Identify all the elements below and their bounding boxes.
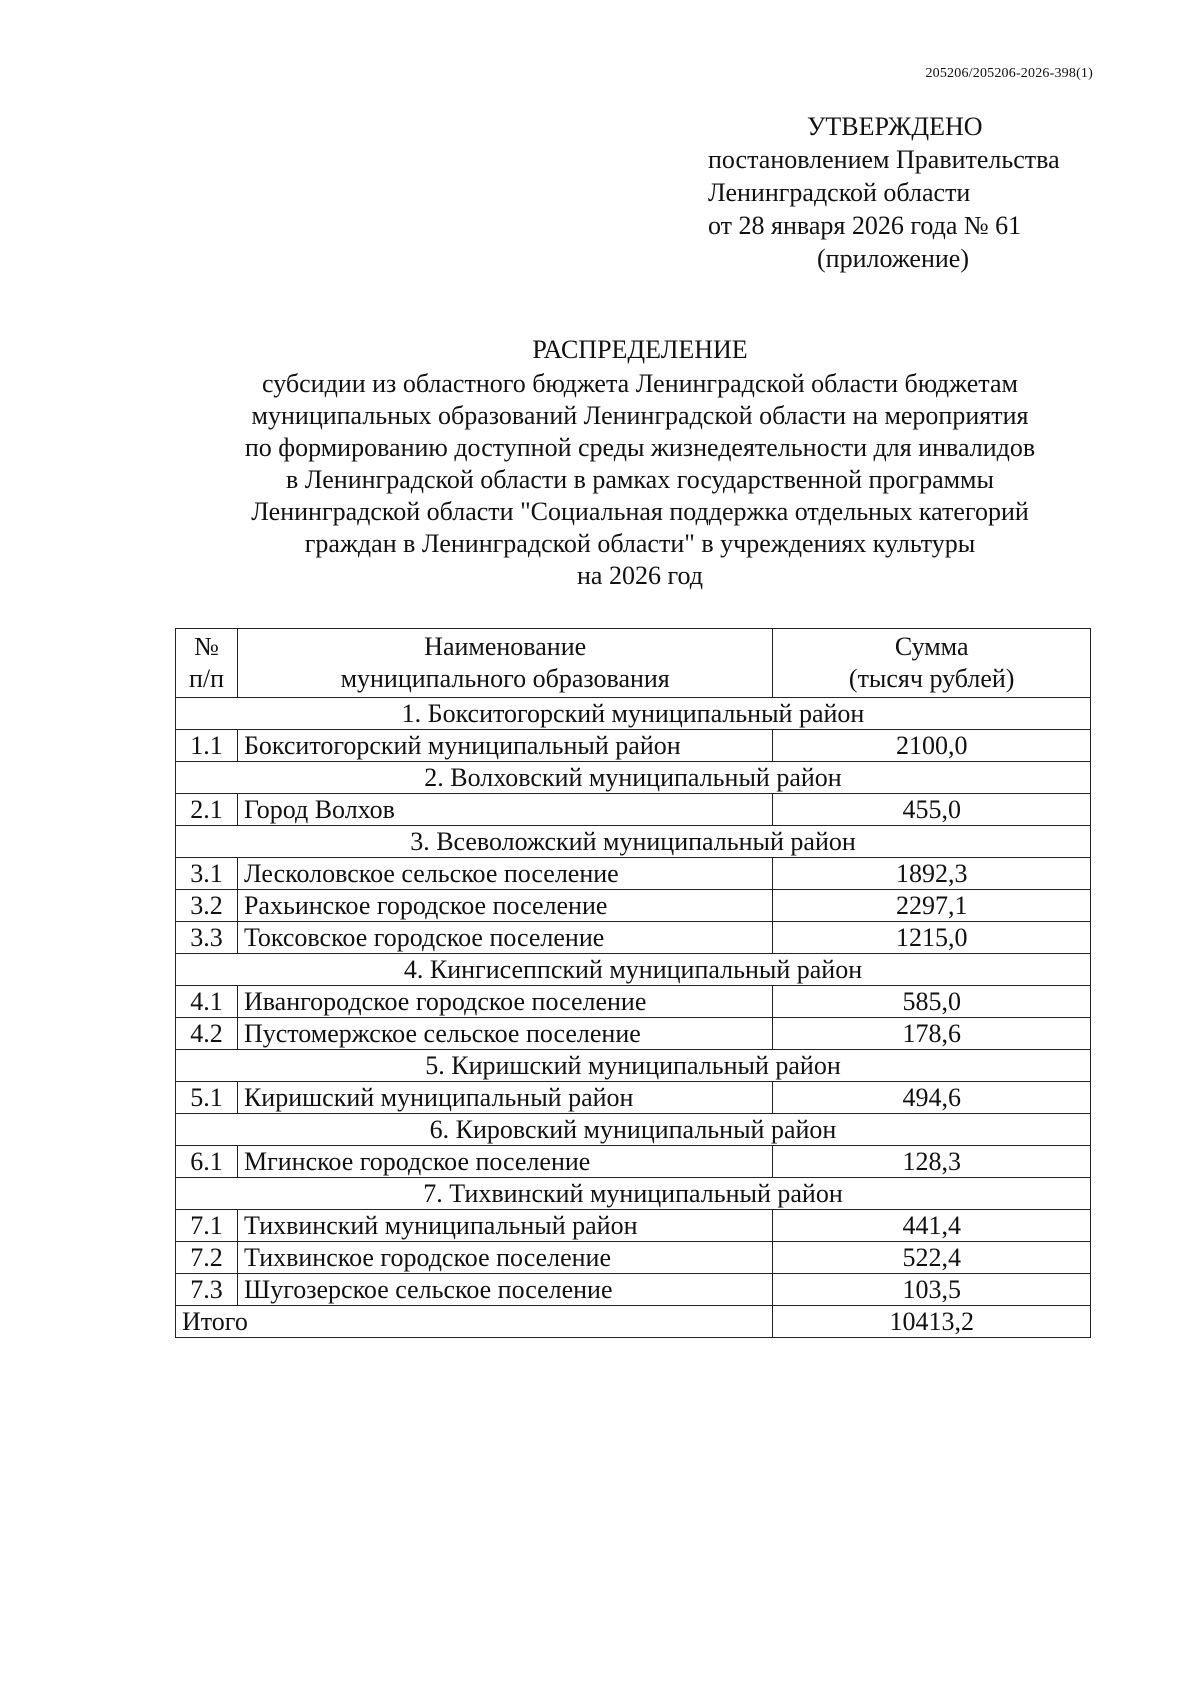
group-row bbox=[176, 1178, 1091, 1210]
table-body bbox=[176, 698, 1091, 1338]
group-row bbox=[176, 1050, 1091, 1082]
row-sum: 1215,0 bbox=[773, 922, 1091, 954]
row-name: Бокситогорский муниципальный район bbox=[237, 730, 772, 762]
approval-appendix: (приложение) bbox=[817, 244, 970, 273]
row-name: Тихвинское городское поселение bbox=[237, 1242, 772, 1274]
approval-line: от 28 января 2026 года № 61 bbox=[708, 211, 1022, 240]
row-sum: 455,0 bbox=[773, 794, 1091, 826]
table-row bbox=[176, 730, 1091, 762]
approval-line: Ленинградской области bbox=[708, 178, 971, 207]
row-number: 3.3 bbox=[176, 922, 238, 954]
table-row bbox=[176, 890, 1091, 922]
table-row bbox=[176, 1210, 1091, 1242]
row-number: 1.1 bbox=[176, 730, 238, 762]
table-header-row bbox=[176, 629, 1091, 698]
row-name: Лесколовское сельское поселение bbox=[237, 858, 772, 890]
row-number: 5.1 bbox=[176, 1082, 238, 1114]
row-sum: 178,6 bbox=[773, 1018, 1091, 1050]
group-title: 1. Бокситогорский муниципальный район bbox=[176, 698, 1091, 730]
row-sum: 128,3 bbox=[773, 1146, 1091, 1178]
total-sum: 10413,2 bbox=[773, 1306, 1091, 1338]
group-title: 3. Всеволожский муниципальный район bbox=[176, 826, 1091, 858]
row-name: Город Волхов bbox=[237, 794, 772, 826]
row-sum: 522,4 bbox=[773, 1242, 1091, 1274]
header-sum-line: Сумма bbox=[894, 632, 969, 661]
heading-title: РАСПРЕДЕЛЕНИЕ bbox=[532, 335, 748, 364]
row-name: Киришский муниципальный район bbox=[237, 1082, 772, 1114]
heading-line: муниципальных образований Ленинградской области на мероприятия bbox=[251, 401, 1029, 430]
table-row bbox=[176, 1274, 1091, 1306]
group-title: 4. Кингисеппский муниципальный район bbox=[176, 954, 1091, 986]
heading-line: в Ленинградской области в рамках государственной программы bbox=[286, 465, 994, 494]
distribution-table bbox=[175, 628, 1091, 1338]
table-row bbox=[176, 1242, 1091, 1274]
group-row bbox=[176, 762, 1091, 794]
table-row bbox=[176, 794, 1091, 826]
row-name: Ивангородское городское поселение bbox=[237, 986, 772, 1018]
group-title: 2. Волховский муниципальный район bbox=[176, 762, 1091, 794]
row-name: Мгинское городское поселение bbox=[237, 1146, 772, 1178]
row-name: Шугозерское сельское поселение bbox=[237, 1274, 772, 1306]
header-number bbox=[176, 629, 238, 698]
row-number: 3.2 bbox=[176, 890, 238, 922]
row-sum: 585,0 bbox=[773, 986, 1091, 1018]
heading-line: на 2026 год bbox=[577, 561, 703, 590]
table-row bbox=[176, 1146, 1091, 1178]
row-sum: 2297,1 bbox=[773, 890, 1091, 922]
row-number: 4.2 bbox=[176, 1018, 238, 1050]
group-title: 5. Киришский муниципальный район bbox=[176, 1050, 1091, 1082]
approval-title: УТВЕРЖДЕНО bbox=[807, 112, 983, 141]
row-sum: 1892,3 bbox=[773, 858, 1091, 890]
group-row bbox=[176, 1114, 1091, 1146]
approval-stamp bbox=[708, 110, 1128, 275]
total-label: Итого bbox=[176, 1306, 773, 1338]
group-row bbox=[176, 954, 1091, 986]
row-number: 4.1 bbox=[176, 986, 238, 1018]
approval-line: постановлением Правительства bbox=[708, 145, 1060, 174]
heading-lines bbox=[160, 368, 1120, 592]
header-number-line: п/п bbox=[188, 664, 225, 693]
header-name-line: Наименование bbox=[424, 632, 587, 661]
table-row bbox=[176, 922, 1091, 954]
row-number: 7.1 bbox=[176, 1210, 238, 1242]
group-title: 7. Тихвинский муниципальный район bbox=[176, 1178, 1091, 1210]
heading-line: Ленинградской области "Социальная поддержка отдельных категорий bbox=[251, 497, 1029, 526]
group-row bbox=[176, 826, 1091, 858]
row-name: Рахьинское городское поселение bbox=[237, 890, 772, 922]
group-title: 6. Кировский муниципальный район bbox=[176, 1114, 1091, 1146]
heading-line: субсидии из областного бюджета Ленинградской области бюджетам bbox=[262, 369, 1018, 398]
row-name: Токсовское городское поселение bbox=[237, 922, 772, 954]
row-name: Пустомержское сельское поселение bbox=[237, 1018, 772, 1050]
document-heading bbox=[160, 334, 1120, 592]
table-row bbox=[176, 858, 1091, 890]
row-number: 3.1 bbox=[176, 858, 238, 890]
total-row bbox=[176, 1306, 1091, 1338]
row-number: 7.3 bbox=[176, 1274, 238, 1306]
header-sum-line: (тысяч рублей) bbox=[848, 664, 1015, 693]
heading-line: граждан в Ленинградской области" в учреждениях культуры bbox=[304, 529, 976, 558]
group-row bbox=[176, 698, 1091, 730]
header-sum bbox=[773, 629, 1091, 698]
row-number: 6.1 bbox=[176, 1146, 238, 1178]
document-id: 205206/205206-2026-398(1) bbox=[925, 66, 1093, 81]
heading-line: по формированию доступной среды жизнедеятельности для инвалидов bbox=[244, 433, 1036, 462]
table-row bbox=[176, 986, 1091, 1018]
row-sum: 494,6 bbox=[773, 1082, 1091, 1114]
row-sum: 441,4 bbox=[773, 1210, 1091, 1242]
header-name-line: муниципального образования bbox=[340, 664, 670, 693]
table-row bbox=[176, 1082, 1091, 1114]
table-row bbox=[176, 1018, 1091, 1050]
row-sum: 103,5 bbox=[773, 1274, 1091, 1306]
row-number: 7.2 bbox=[176, 1242, 238, 1274]
header-name bbox=[237, 629, 772, 698]
row-sum: 2100,0 bbox=[773, 730, 1091, 762]
row-name: Тихвинский муниципальный район bbox=[237, 1210, 772, 1242]
row-number: 2.1 bbox=[176, 794, 238, 826]
header-number-line: № bbox=[194, 632, 219, 661]
